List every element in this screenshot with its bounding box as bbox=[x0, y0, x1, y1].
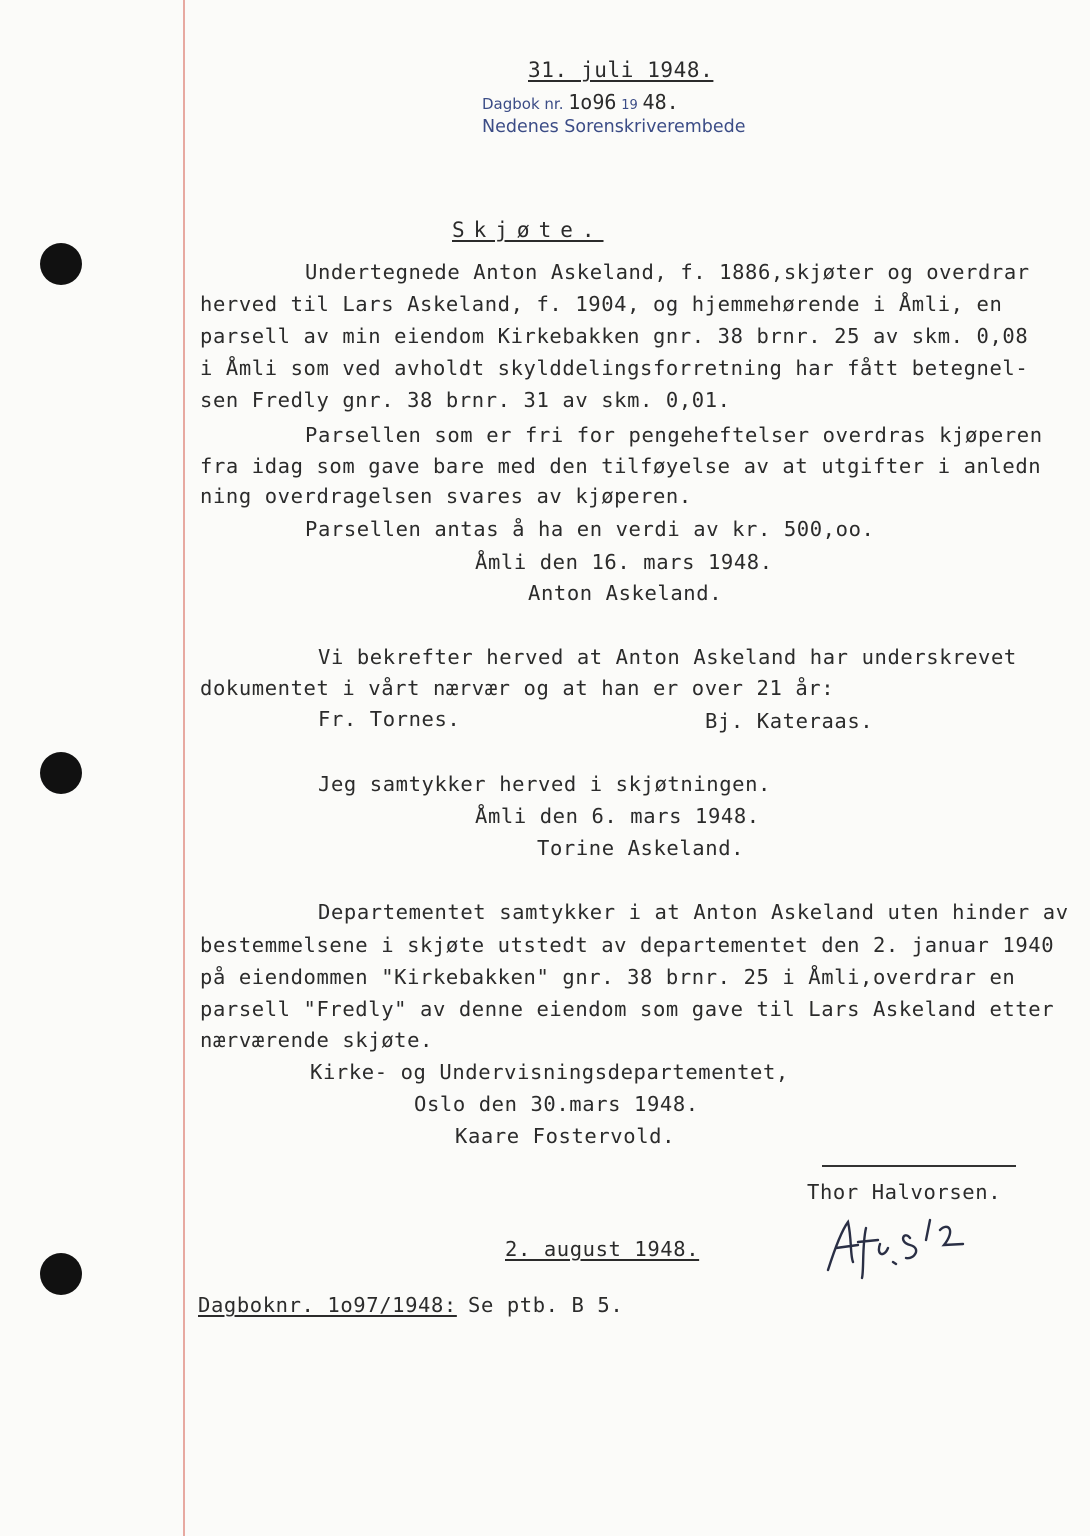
text-line: parsell av min eiendom Kirkebakken gnr. 38 brnr. 25 av skm. 0,08 bbox=[200, 324, 1029, 348]
text-line: Åmli den 16. mars 1948. bbox=[475, 550, 773, 574]
margin-line bbox=[183, 0, 185, 1536]
text-line: nærværende skjøte. bbox=[200, 1028, 433, 1052]
witness-tornes: Fr. Tornes. bbox=[318, 707, 461, 731]
reference-note: Se ptb. B 5. bbox=[468, 1293, 624, 1317]
receipt-date: 31. juli 1948. bbox=[528, 58, 714, 82]
punch-hole bbox=[40, 1253, 82, 1295]
dagbok-year-prefix: 19 bbox=[621, 98, 638, 113]
dagbok-number: 1o96 bbox=[568, 90, 617, 114]
text-line: Departementet samtykker i at Anton Askeland uten hinder av bbox=[318, 900, 1069, 924]
punch-hole bbox=[40, 243, 82, 285]
text-line: på eiendommen "Kirkebakken" gnr. 38 brnr. 25 i Åmli,overdrar en bbox=[200, 965, 1016, 989]
text-line: sen Fredly gnr. 38 brnr. 31 av skm. 0,01. bbox=[200, 388, 731, 412]
text-line: Undertegnede Anton Askeland, f. 1886,skjøter og overdrar bbox=[305, 260, 1030, 284]
dagbok-reference: Dagboknr. 1o97/1948: bbox=[198, 1293, 457, 1317]
dagbok-year: 48. bbox=[642, 90, 679, 114]
text-line: dokumentet i vårt nærvær og at han er over 21 år: bbox=[200, 676, 835, 700]
text-line: Kirke- og Undervisningsdepartementet, bbox=[310, 1060, 789, 1084]
document-title: Skjøte. bbox=[452, 218, 604, 242]
signature-fostervold: Kaare Fostervold. bbox=[455, 1124, 676, 1148]
text-line: bestemmelsene i skjøte utstedt av departementet den 2. januar 1940 bbox=[200, 933, 1055, 957]
signature-line bbox=[822, 1165, 1016, 1167]
text-line: Jeg samtykker herved i skjøtningen. bbox=[318, 772, 771, 796]
text-line: fra idag som gave bare med den tilføyelse av at utgifter i anledn bbox=[200, 454, 1042, 478]
text-line: Vi bekrefter herved at Anton Askeland har underskrevet bbox=[318, 645, 1017, 669]
text-line: parsell "Fredly" av denne eiendom som gave til Lars Askeland etter bbox=[200, 997, 1055, 1021]
text-line: Parsellen som er fri for pengeheftelser overdras kjøperen bbox=[305, 423, 1043, 447]
text-line: i Åmli som ved avholdt skylddelingsforretning har fått betegnel- bbox=[200, 356, 1029, 380]
registration-date: 2. august 1948. bbox=[505, 1237, 700, 1261]
text-line: ning overdragelsen svares av kjøperen. bbox=[200, 484, 692, 508]
office-stamp: Nedenes Sorenskriverembede bbox=[482, 117, 746, 137]
punch-hole bbox=[40, 752, 82, 794]
dagbok-label: Dagbok nr. bbox=[482, 95, 564, 113]
signature-halvorsen: Thor Halvorsen. bbox=[807, 1180, 1002, 1204]
dagbok-stamp bbox=[482, 90, 679, 114]
text-line: Oslo den 30.mars 1948. bbox=[414, 1092, 699, 1116]
handwritten-initials bbox=[818, 1200, 998, 1280]
signature-torine: Torine Askeland. bbox=[537, 836, 745, 860]
text-line: herved til Lars Askeland, f. 1904, og hjemmehørende i Åmli, en bbox=[200, 292, 1003, 316]
text-line: Åmli den 6. mars 1948. bbox=[475, 804, 760, 828]
text-line: Parsellen antas å ha en verdi av kr. 500,oo. bbox=[305, 517, 875, 541]
witness-kateraas: Bj. Kateraas. bbox=[705, 709, 874, 733]
signature-anton: Anton Askeland. bbox=[528, 581, 723, 605]
